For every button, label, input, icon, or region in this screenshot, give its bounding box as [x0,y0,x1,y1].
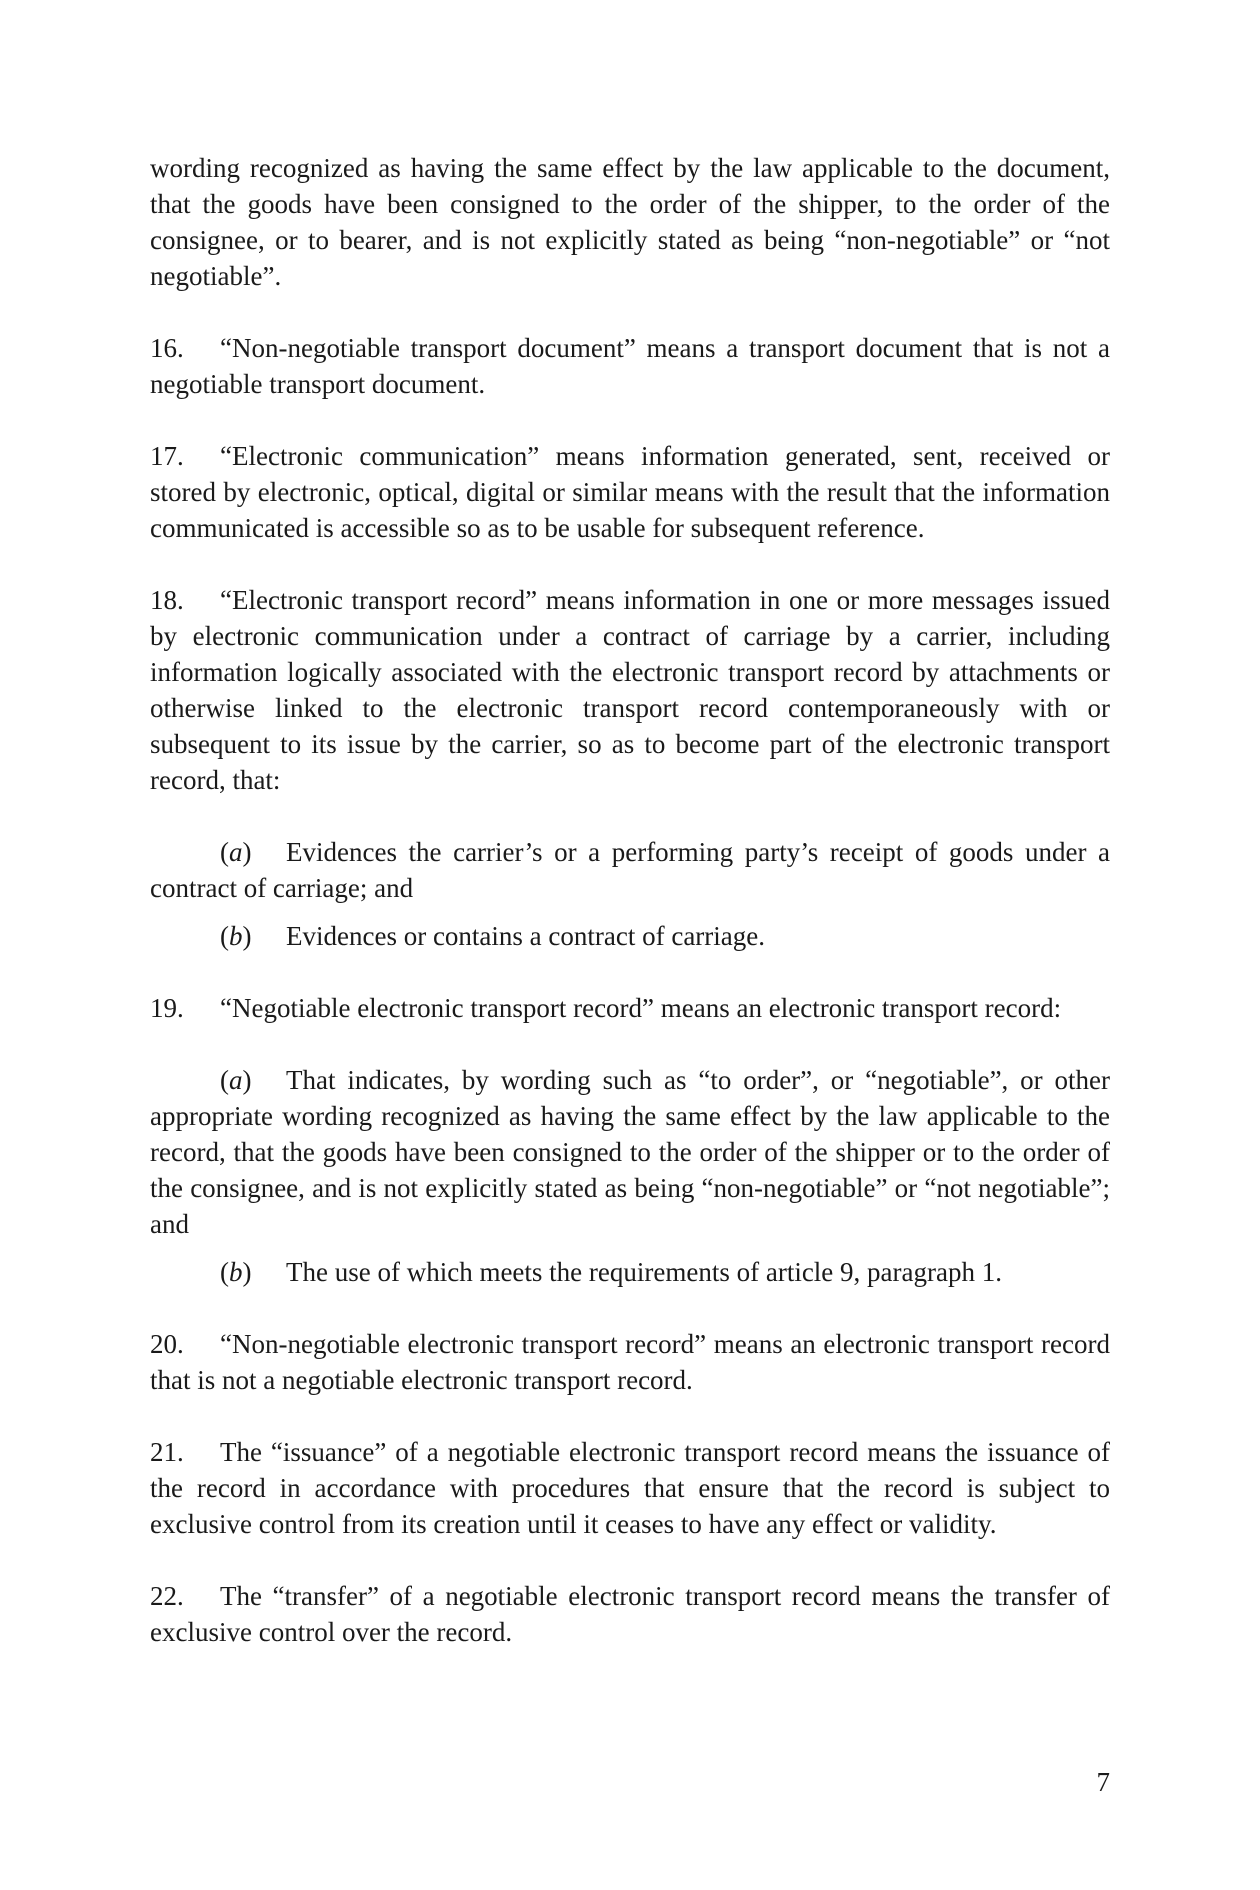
paragraph-text: “Non-negotiable electronic transport record” means an electronic transport record that is not a negotiable electronic transport record. [150,1329,1110,1395]
paragraph-text: “Electronic communication” means information generated, sent, received or stored by electronic, optical, digital or similar means with the result that the information communicated is accessible so as to be usable for subsequent reference. [150,441,1110,543]
page-number: 7 [1096,1767,1110,1797]
paragraph-number: 21. [150,1437,184,1467]
definition-19-subparagraph-b [150,1254,1110,1290]
paragraph-number: 19. [150,993,184,1023]
definition-16 [150,330,1110,402]
paragraph-text: The “transfer” of a negotiable electronic transport record means the transfer of exclusive control over the record. [150,1581,1110,1647]
paragraph-text: The “issuance” of a negotiable electronic transport record means the issuance of the record in accordance with procedures that ensure that the record is subject to exclusive control from its creation until it ceases to have any effect or validity. [150,1437,1110,1539]
definition-19-subparagraph-a [150,1062,1110,1242]
subparagraph-label: (a) [220,837,252,867]
subparagraph-text: The use of which meets the requirements of article 9, paragraph 1. [286,1257,1002,1287]
paragraph-number: 17. [150,441,184,471]
paragraph-number: 22. [150,1581,184,1611]
definition-20 [150,1326,1110,1398]
subparagraph-text: Evidences the carrier’s or a performing party’s receipt of goods under a contract of carriage; and [150,837,1110,903]
subparagraph-text: Evidences or contains a contract of carriage. [286,921,766,951]
paragraph-number: 16. [150,333,184,363]
paragraph-number: 18. [150,585,184,615]
paragraph-text: “Non-negotiable transport document” means a transport document that is not a negotiable transport document. [150,333,1110,399]
continuation-paragraph: wording recognized as having the same effect by the law applicable to the document, that the goods have been consigned to the order of the shipper, to the order of the consignee, or to bearer, and is not explicitly stated as being “non-negotiable” or “not negotiable”. [150,153,1110,291]
paragraph-text: “Electronic transport record” means information in one or more messages issued by electronic communication under a contract of carriage by a carrier, including information logically associated with the electronic transport record by attachments or otherwise linked to the electronic transport record contemporaneously with or subsequent to its issue by the carrier, so as to become part of the electronic transport record, that: [150,585,1110,795]
subparagraph-label: (b) [220,1257,252,1287]
subparagraph-label: (b) [220,921,252,951]
definition-17 [150,438,1110,546]
subparagraph-label: (a) [220,1065,252,1095]
definition-21 [150,1434,1110,1542]
paragraph-number: 20. [150,1329,184,1359]
definition-22 [150,1578,1110,1650]
body-text [150,150,1110,1686]
definition-18-subparagraph-b [150,918,1110,954]
paragraph-text: “Negotiable electronic transport record” means an electronic transport record: [220,993,1062,1023]
definition-19 [150,990,1110,1026]
definition-18 [150,582,1110,798]
definition-18-subparagraph-a [150,834,1110,906]
subparagraph-text: That indicates, by wording such as “to order”, or “negotiable”, or other appropriate wording recognized as having the same effect by the law applicable to the record, that the goods have been consigned to the order of the shipper or to the order of the consignee, and is not explicitly stated as being “non-negotiable” or “not negotiable”; and [150,1065,1110,1239]
